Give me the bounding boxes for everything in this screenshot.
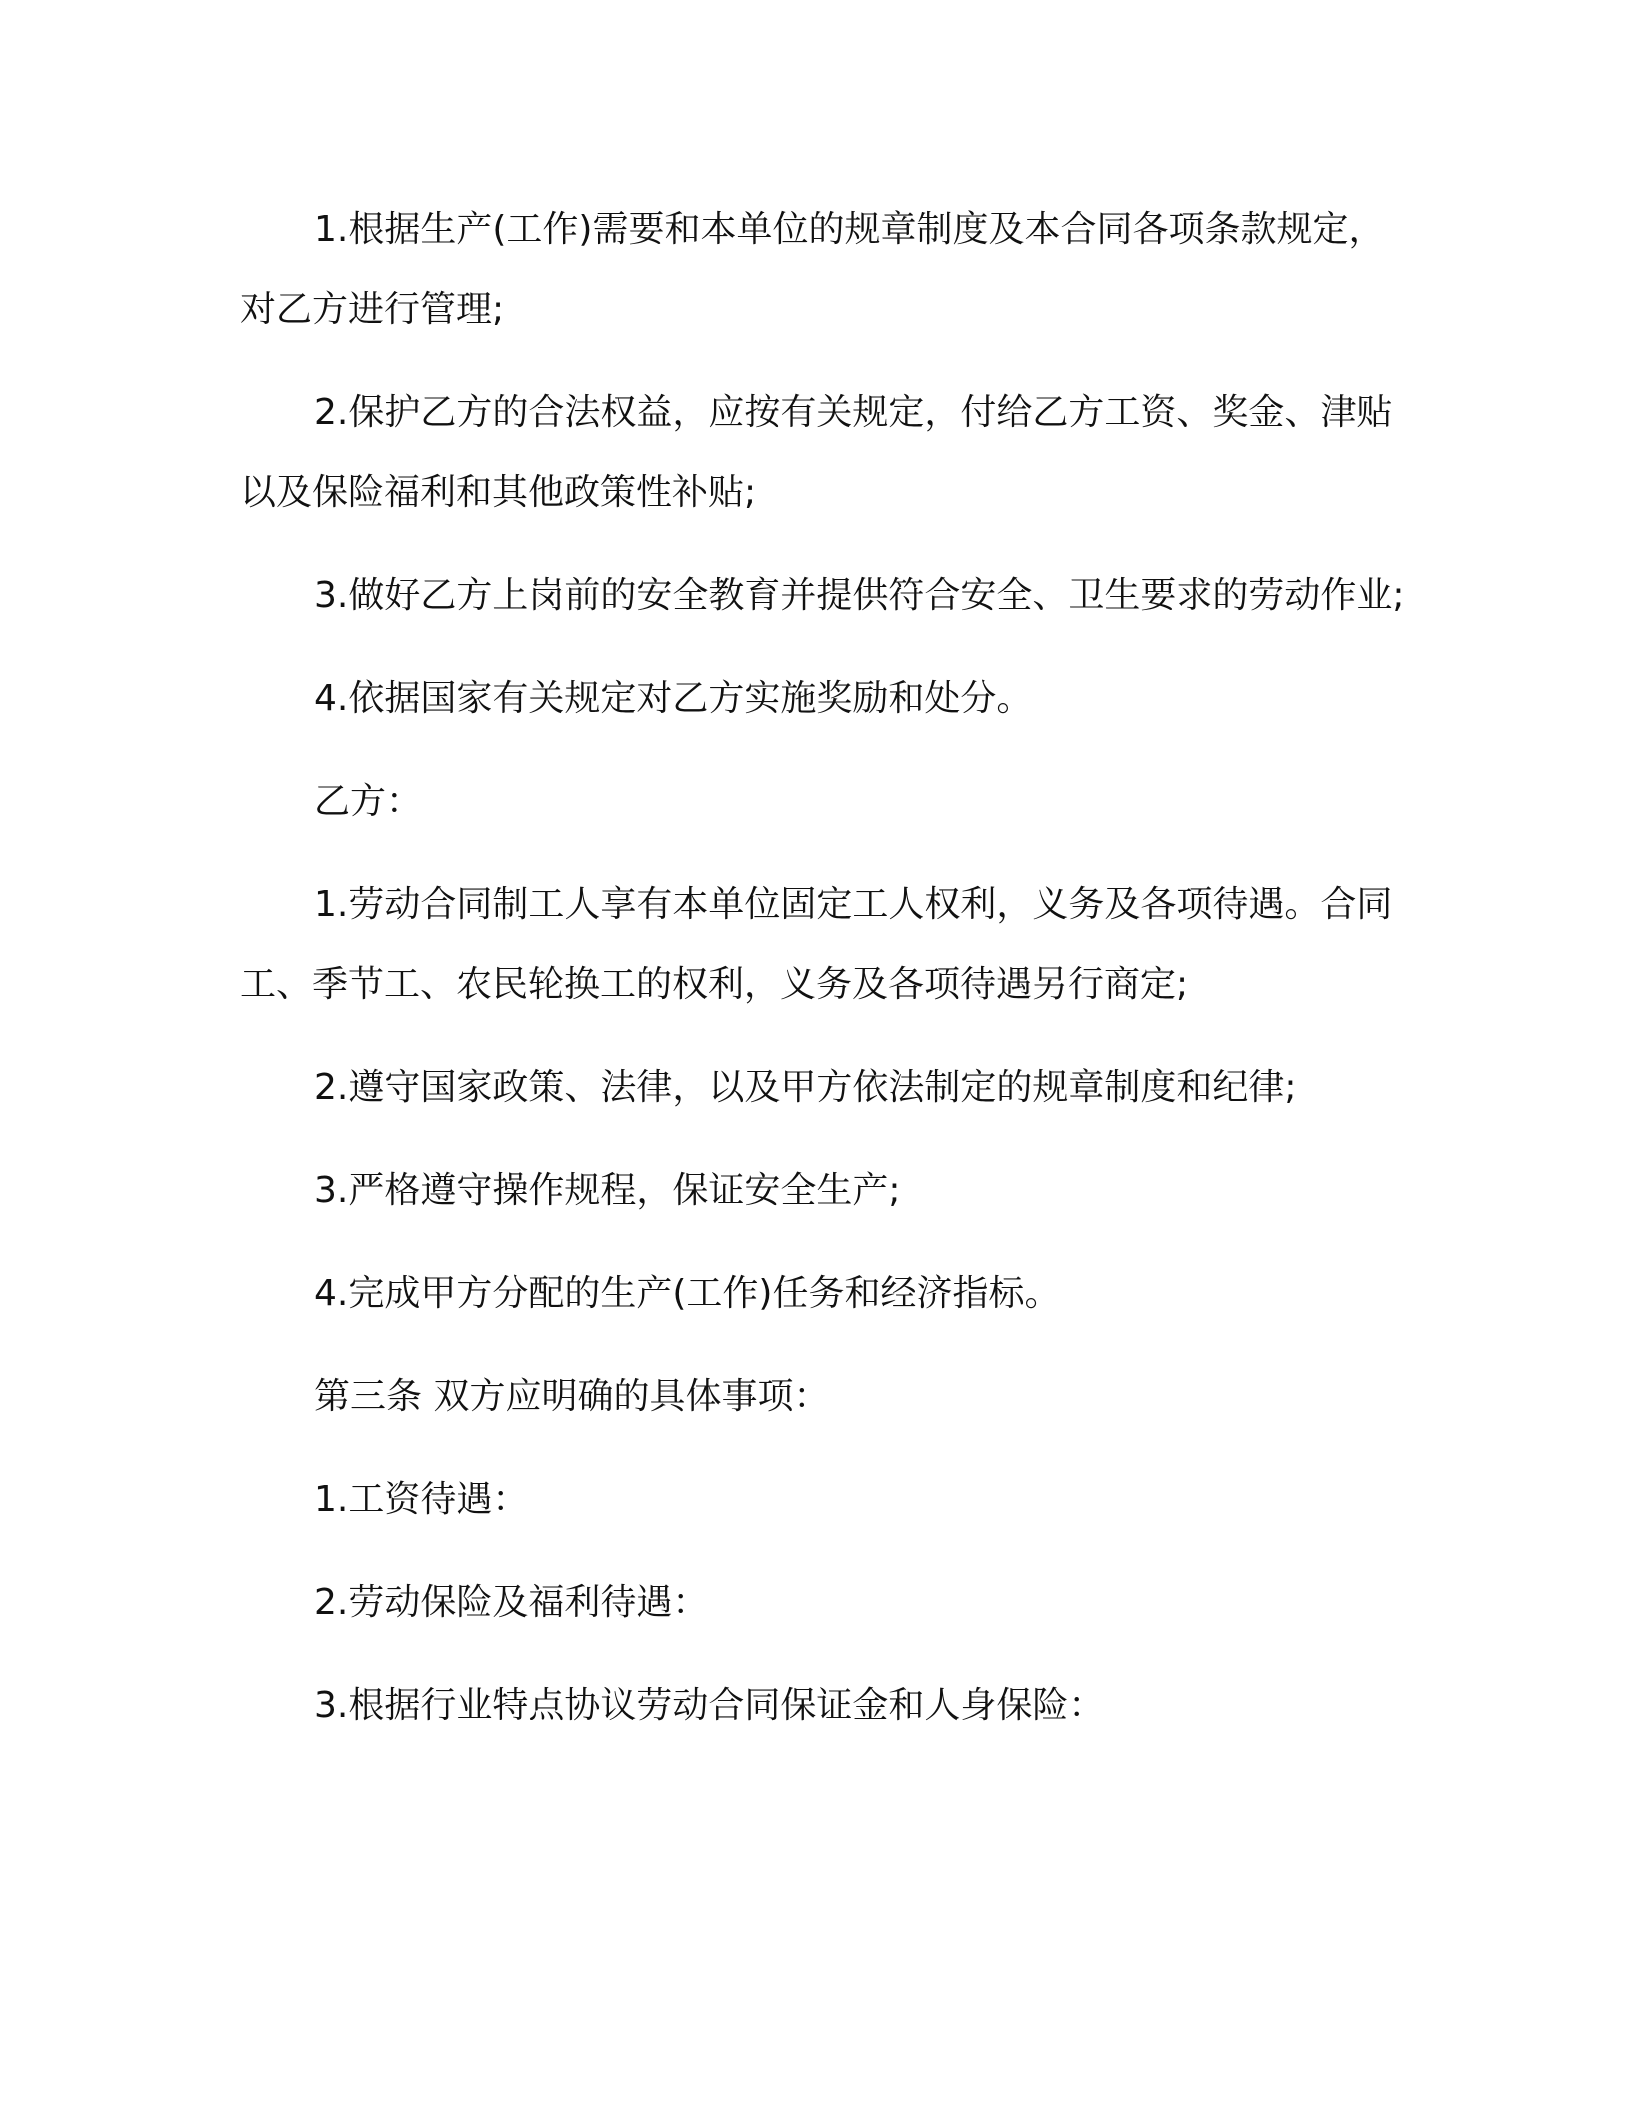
paragraph-party-a-item-4: 4.依据国家有关规定对乙方实施奖励和处分。 xyxy=(314,678,1033,719)
paragraph-party-a-item-3: 3.做好乙方上岗前的安全教育并提供符合安全、卫生要求的劳动作业; xyxy=(314,575,1405,616)
paragraph-party-b-item-3: 3.严格遵守操作规程，保证安全生产; xyxy=(314,1170,901,1211)
paragraph-party-b-item-1: 1.劳动合同制工人享有本单位固定工人权利，义务及各项待遇。合同工、季节工、农民轮换工的权利，义务及各项待遇另行商定; xyxy=(240,884,1393,1005)
paragraph-article-3-heading: 第三条 双方应明确的具体事项： xyxy=(314,1376,830,1417)
paragraph-party-b-heading: 乙方： xyxy=(314,781,423,822)
paragraph-party-b-item-4: 4.完成甲方分配的生产(工作)任务和经济指标。 xyxy=(314,1273,1061,1314)
paragraph-party-b-item-2: 2.遵守国家政策、法律，以及甲方依法制定的规章制度和纪律; xyxy=(314,1067,1297,1108)
document-body xyxy=(240,190,1420,1769)
paragraph-article-3-item-1: 1.工资待遇： xyxy=(314,1479,529,1520)
paragraph-party-a-item-2: 2.保护乙方的合法权益，应按有关规定，付给乙方工资、奖金、津贴以及保险福利和其他政策性补贴; xyxy=(240,392,1393,513)
paragraph-article-3-item-3: 3.根据行业特点协议劳动合同保证金和人身保险： xyxy=(314,1685,1105,1726)
paragraph-party-a-item-1: 1.根据生产(工作)需要和本单位的规章制度及本合同各项条款规定，对乙方进行管理; xyxy=(240,209,1385,330)
paragraph-article-3-item-2: 2.劳动保险及福利待遇： xyxy=(314,1582,709,1623)
